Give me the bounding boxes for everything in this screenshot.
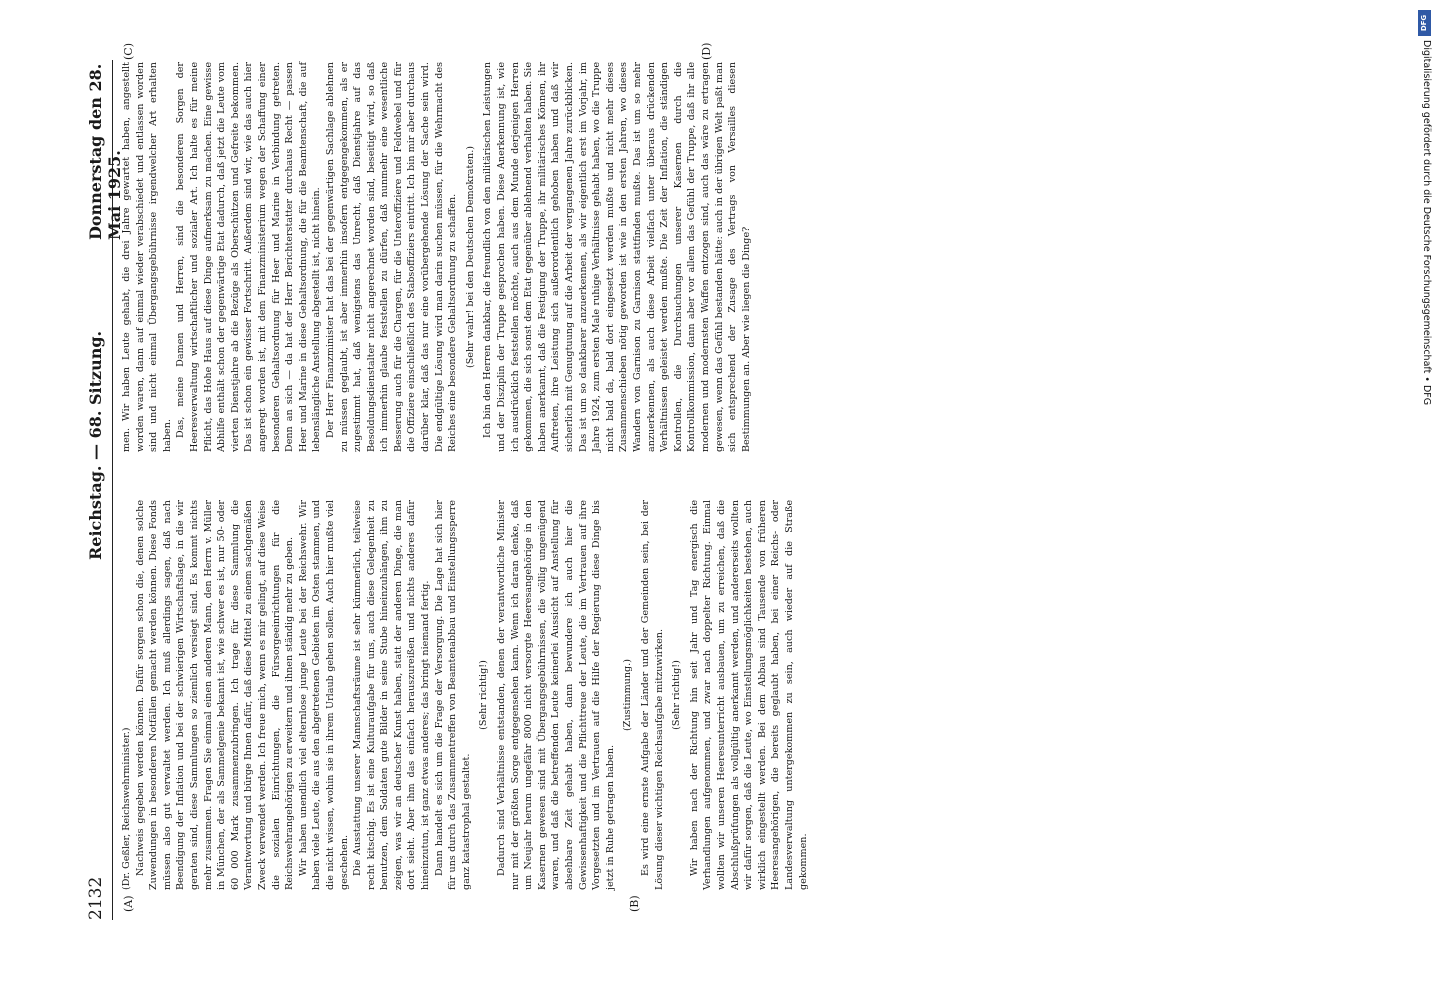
- margin-marker-b: (B): [628, 895, 641, 912]
- paragraph: Wir haben unendlich viel elternlose junge Leute bei der Reichswehr. Wir haben viele Leute, die aus den abgetretenen Gebieten im Osten stammen, und die nicht wissen, wohin sie in ihrem Urlaub gehen sollen. Auch hier mußte viel geschehen.: [297, 500, 350, 890]
- interjection: (Zustimmung.): [622, 659, 634, 731]
- paragraph: Das, meine Damen und Herren, sind die besonderen Sorgen der Heeresverwaltung wirtschaftlicher und sozialer Art. Ich halte es für meine Pflicht, das Hohe Haus auf diese Dinge aufmerksam zu machen. Eine gewisse Abhilfe enthält schon der gegenwärtige Etat dadurch, daß jetzt die Leute vom vierten Dienstjahre ab die Bezüge als Oberschützen und Gefreite bekommen. Das ist schon ein gewisser Fortschritt. Außerdem sind wir, wie das auch hier angeregt worden ist, mit dem Finanzministerium wegen der Schaffung einer besonderen Gehaltsordnung für Heer und Marine in Verbindung getreten. Denn an sich — da hat der Herr Berichterstatter durchaus Recht — passen Heer und Marine in diese Gehaltsordnung, die für die Beamtenschaft, die auf lebenslängliche Anstellung abgestellt ist, nicht hinein.: [175, 62, 323, 452]
- paragraph: Dann handelt es sich um die Frage der Versorgung. Die Lage hat sich hier für uns durch das Zusammentreffen von Beamtenabbau und Einstellungssperre ganz katastrophal gestaltet.: [433, 500, 472, 890]
- margin-marker-c: (C): [122, 43, 135, 60]
- margin-marker-a: (A): [122, 895, 135, 912]
- paragraph: Es wird eine ernste Aufgabe der Länder und der Gemeinden sein, bei der Lösung dieser wichtigen Reichsaufgabe mitzuwirken.: [639, 500, 665, 890]
- dfg-logo: DFG: [1418, 10, 1431, 36]
- paragraph: Der Herr Finanzminister hat das bei der gegenwärtigen Sachlage ablehnen zu müssen geglaubt, ist aber immerhin insofern entgegengekommen, als er zugestimmt hat, daß wenigstens das Unrecht, daß Dienstjahre auf das Besoldungsdienstalter nicht angerechnet worden sind, beseitigt wird, so daß ich immerhin glaube feststellen zu dürfen, daß nunmehr eine wesentliche Besserung auch für die Chargen, für die Unteroffiziere und Feldwebel und für die Offiziere einschließlich des Stabsoffiziers eintritt. Ich bin mir aber durchaus darüber klar, daß das nur eine vorübergehende Lösung der Sache sein wird. Die endgültige Lösung wird man darin suchen müssen, für die Wehrmacht des Reiches eine besondere Gehaltsordnung zu schaffen.: [324, 62, 459, 452]
- right-column: [120, 62, 753, 452]
- left-column: [120, 500, 810, 890]
- header-title: Reichstag. — 68. Sitzung.: [86, 330, 105, 560]
- interjection: (Sehr richtig!): [478, 660, 490, 730]
- page-number: 2132: [86, 876, 106, 920]
- speaker-line: (Dr. Geßler, Reichswehrminister.): [121, 727, 132, 890]
- paragraph: Ich bin den Herren dankbar, die freundlich von den militärischen Leistungen und der Disziplin der Truppe gesprochen haben. Diese Anerkennung ist, wie ich ausdrücklich feststellen möchte, auch aus dem Munde derjenigen Herren gekommen, die sich sonst dem Etat gegenüber ablehnend verhalten haben. Sie haben anerkannt, daß die Festigung der Truppe, ihr militärisches Können, ihr Auftreten, ihre Leistung sich außerordentlich gehoben haben und daß wir sicherlich mit Genugtuung auf die Arbeit der vergangenen Jahre zurückblicken. Das ist um so dankbarer anzuerkennen, als wir eigentlich erst im Vorjahr, im Jahre 1924, zum ersten Male ruhige Verhältnisse gehabt haben, wo die Truppe nicht bald da, bald dort eingesetzt werden mußte und nicht mehr dieses Zusammenschieben nötig geworden ist wie in den ersten Jahren, wo dieses Wandern von Garnison zu Garnison stattfinden mußte. Das ist um so mehr anzuerkennen, als auch diese Arbeit vielfach unter überaus drückenden Verhältnissen geleistet werden mußte. Die Zeit der Inflation, die ständigen Kontrollen, die Durchsuchungen unserer Kasernen durch die Kontrollkommission, dann aber vor allem das Gefühl der Truppe, daß ihr alle modernen und modernsten Waffen entzogen sind, auch das wäre zu ertragen gewesen, wenn das Gefühl bestanden hätte: auch in der übrigen Welt paßt man sich entsprechend der Zusage des Vertrags von Versailles diesen Bestimmungen an. Aber wie liegen die Dinge?: [482, 62, 752, 452]
- paragraph: Nachweis gegeben werden können. Dafür sorgen schon die, denen solche Zuwendungen in besonderen Notfällen gemacht werden können. Diese Fonds müssen also gut verwaltet werden. Ich muß allerdings sagen, daß nach Beendigung der Inflation und bei der schwierigen Wirtschaftslage, in die wir geraten sind, diese Sammlungen so ziemlich versiegt sind. Es kommt nichts mehr zusammen. Fragen Sie einmal einen anderen Mann, den Herrn v. Müller in München, der als Sammelgenie bekannt ist, wie schwer es ist, nur 50- oder 60 000 Mark zusammenzubringen. Ich trage für diese Sammlung die Verantwortung und bürge Ihnen dafür, daß diese Mittel zu einem sachgemäßen Zweck verwendet werden. Ich freue mich, wenn es mir gelingt, auf diese Weise die sozialen Einrichtungen, die Fürsorgeeinrichtungen für die Reichswehrangehörigen zu erweitern und ihnen ständig mehr zu geben.: [134, 500, 296, 890]
- margin-marker-d: (D): [700, 42, 713, 60]
- header-date: Donnerstag den 28. Mai 1925.: [86, 63, 124, 240]
- paragraph: Die Ausstattung unserer Mannschaftsräume ist sehr kümmerlich, teilweise recht kitschig. Es ist eine Kulturaufgabe für uns, auch diese Gelegenheit zu benutzen, dem Soldaten gute Bilder in seine Stube hineinzuhängen, ihm zu zeigen, was wir an deutscher Kunst haben, statt der anderen Dinge, die man dort sieht. Aber ihm das einfach herauszureißen und nichts anderes dafür hineinzutun, ist ganz etwas anderes; das bringt niemand fertig.: [352, 500, 432, 890]
- paragraph: Dadurch sind Verhältnisse entstanden, denen der verantwortliche Minister nur mit der größten Sorge entgegensehen kann. Wenn ich daran denke, daß um Neujahr herum ungefähr 8000 nicht versorgte Heeresangehörige in den Kasernen gewesen sind mit Übergangsgebührnissen, die völlig ungenügend waren, und daß die betreffenden Leute keinerlei Aussicht auf Anstellung für absehbare Zeit gehabt haben, dann bewundere ich auch hier die Gewissenhaftigkeit und die Pflichttreue der Leute, die im Vertrauen auf ihre Vorgesetzten und im Vertrauen auf die Hilfe der Regierung diese Dinge bis jetzt in Ruhe getragen haben.: [496, 500, 616, 890]
- stamp-text: Digitalisierung gefördert durch die Deutsche Forschungsgemeinschaft • DFG: [1421, 40, 1432, 406]
- dfg-digitization-stamp: [1418, 10, 1432, 870]
- interjection: (Sehr richtig!): [671, 660, 683, 730]
- paragraph: Wir haben nach der Richtung hin seit Jahr und Tag energisch die Verhandlungen aufgenommen, und zwar nach doppelter Richtung. Einmal wollten wir unseren Heeresunterricht ausbauen, um zu erreichen, daß die Abschlußprüfungen als vollgültig anerkannt werden, und andererseits wollten wir dafür sorgen, daß die Leute, wo Einstellungsmöglichkeiten bestehen, auch wirklich eingestellt werden. Bei dem Abbau sind Tausende von früheren Heeresangehörigen, die bereits geglaubt haben, bei einer Reichs- oder Landesverwaltung untergekommen zu sein, auch wieder auf die Straße gekommen.: [688, 500, 809, 890]
- interjection: (Sehr wahr! bei den Deutschen Demokraten.): [464, 145, 476, 369]
- paragraph: men. Wir haben Leute gehabt, die drei Jahre gewartet haben, angestellt worden waren, dann auf einmal wieder verabschiedet und entlassen worden sind und nicht einmal Übergangsgebührnisse irgendwelcher Art erhalten haben.: [121, 62, 173, 452]
- page-header: [82, 60, 124, 920]
